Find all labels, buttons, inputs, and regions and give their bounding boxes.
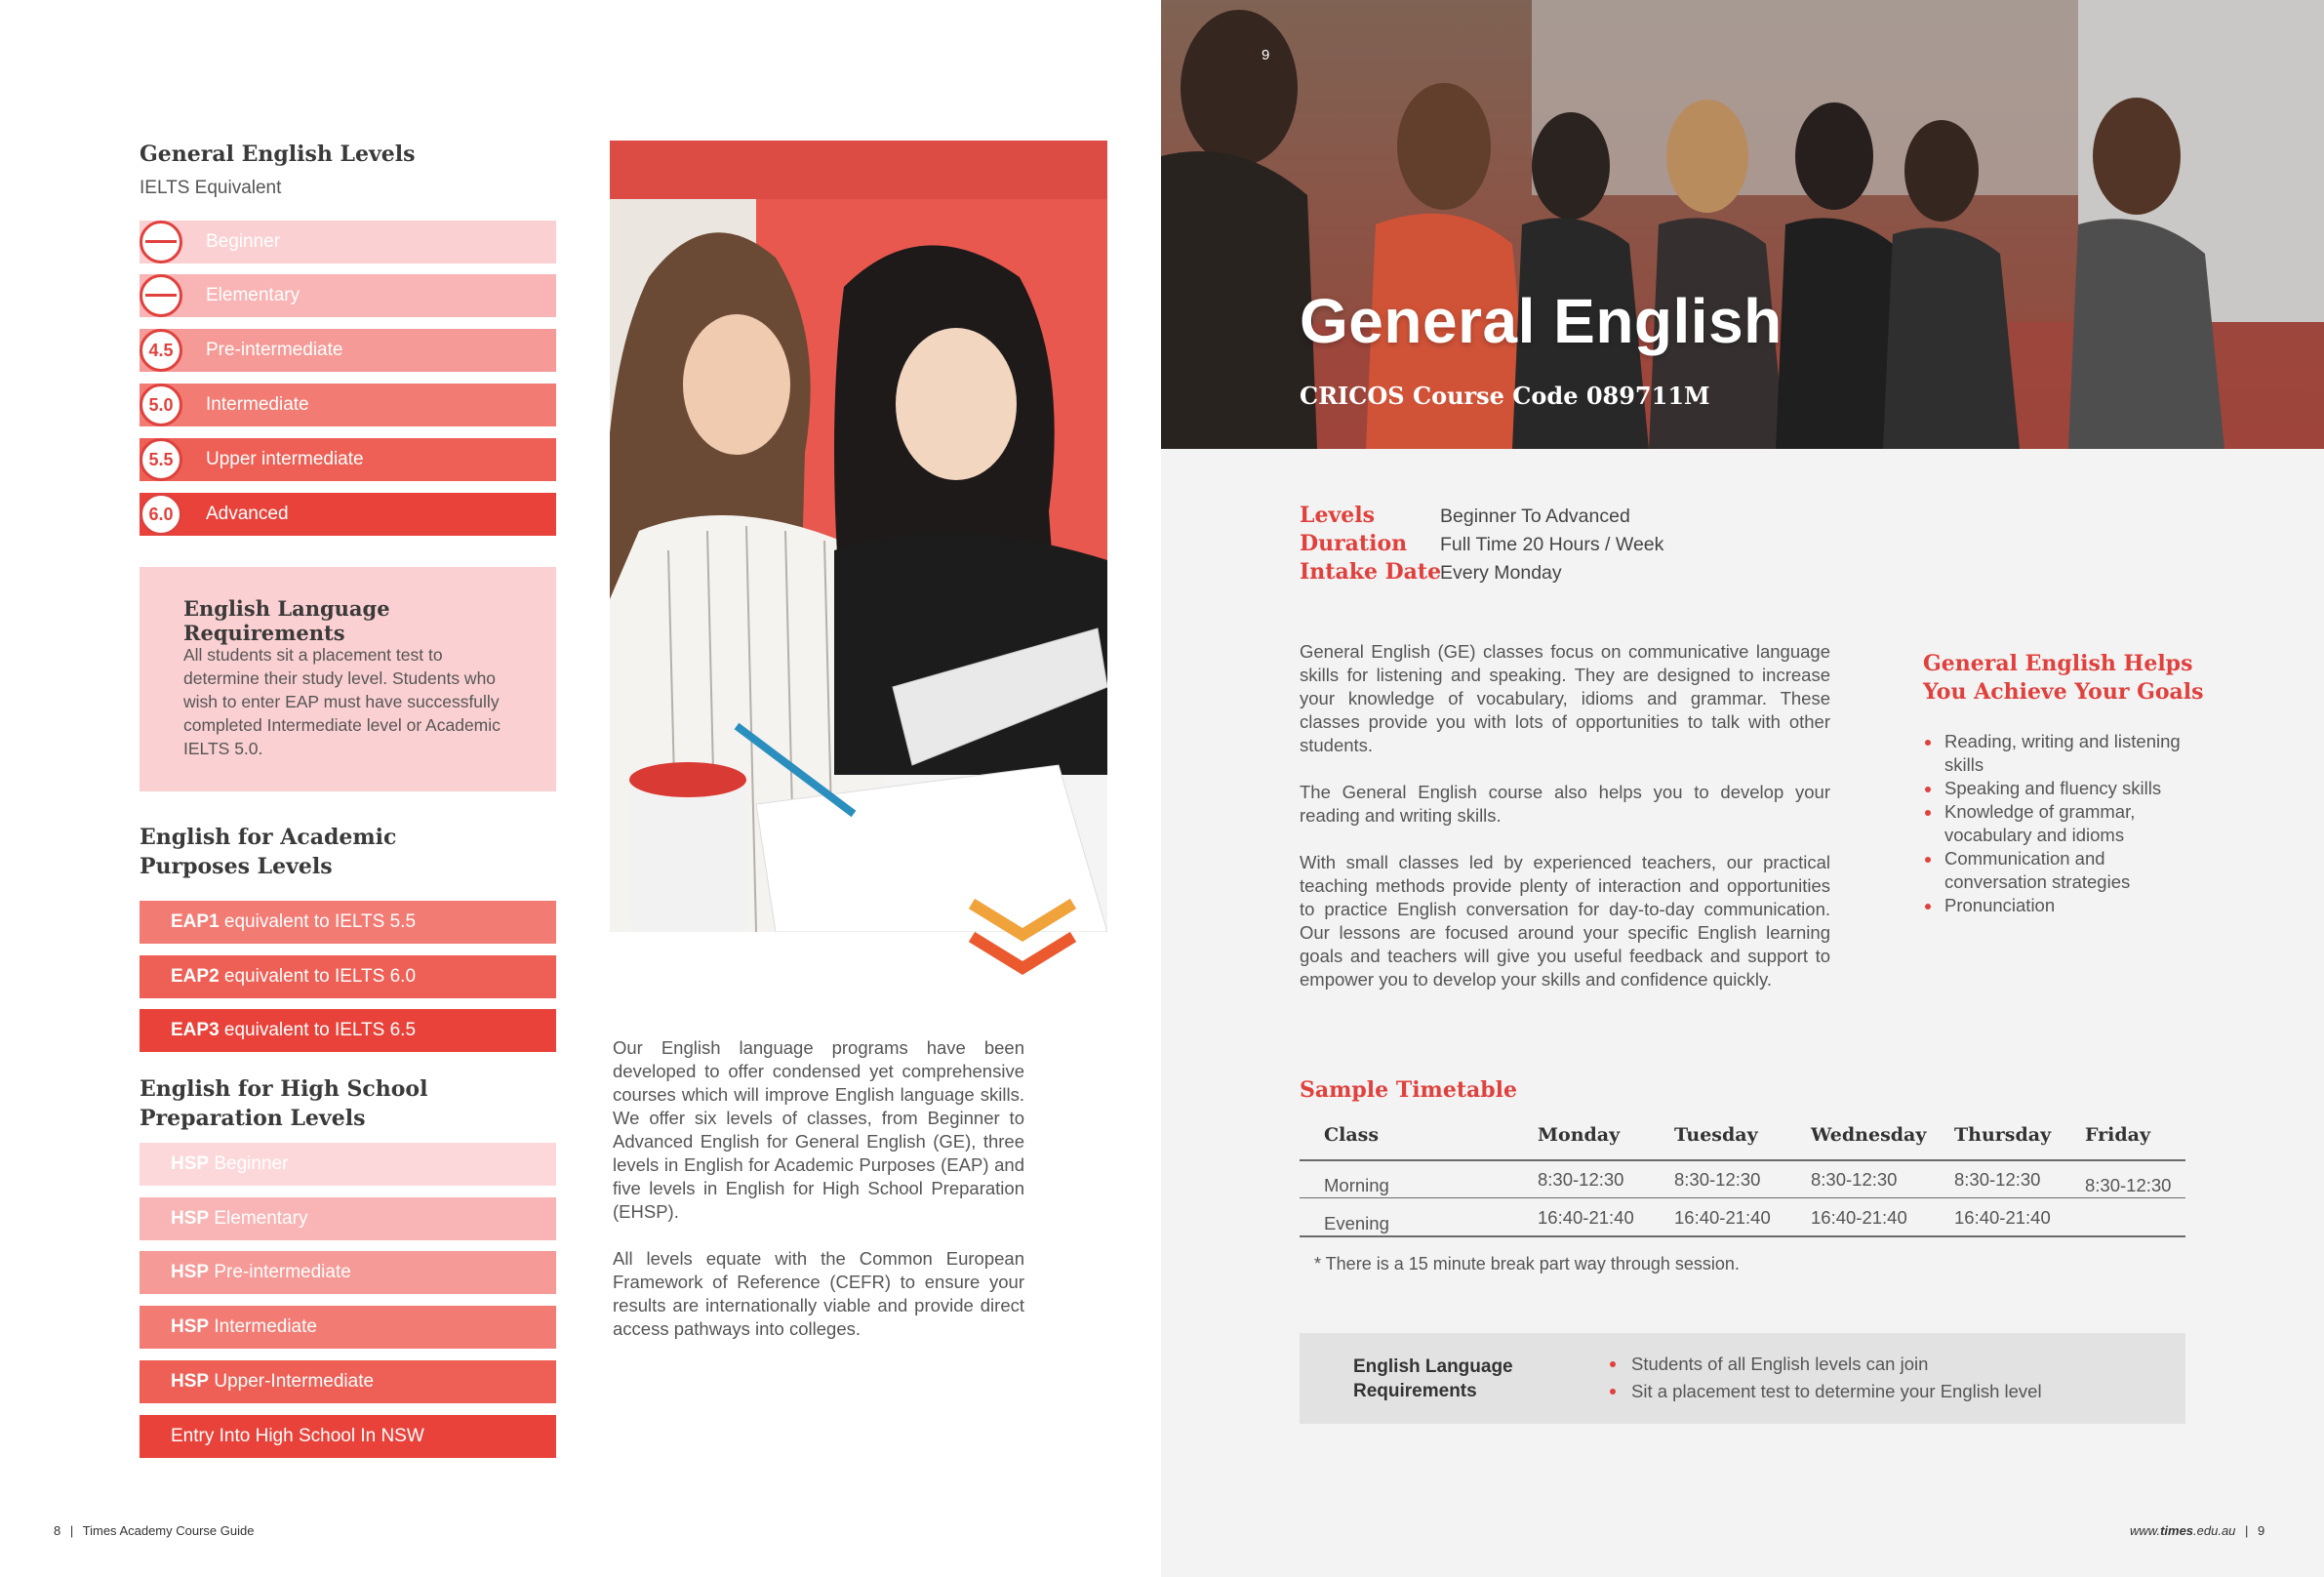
hsp-level-label: Intermediate [214,1316,317,1337]
ge-requirements-box [1300,1333,2185,1424]
ge-level-bar [140,329,556,372]
timetable-cell: 16:40-21:40 [1674,1207,1771,1228]
hsp-level-row [140,1197,556,1240]
hsp-level-code: HSP [171,1262,210,1282]
ge-levels-subtitle: IELTS Equivalent [140,178,282,198]
info-value: Every Monday [1440,562,1562,584]
ielts-score-badge: 6.0 [140,493,182,536]
hsp-level-label: Beginner [214,1153,289,1174]
right-page-number-top: 9 [1262,47,1270,63]
ge-requirements-title [1353,1355,1513,1403]
ielts-score-badge: 5.5 [140,438,182,481]
right-footer: www.times.edu.au | 9 [2130,1523,2265,1538]
ge-requirements-title-line1: English Language [1353,1356,1513,1377]
ge-helps-item: Communication and conversation strategies [1923,847,2206,894]
hsp-level-row [140,1415,556,1458]
timetable-cell: 8:30-12:30 [1954,1169,2041,1190]
ge-helps-title-line1: General English Helps [1923,651,2193,676]
hsp-level-label: Elementary [214,1208,308,1229]
hsp-title-line2: Preparation Levels [140,1106,366,1131]
timetable-cell: 8:30-12:30 [1811,1169,1898,1190]
hsp-level-label: Entry Into High School In NSW [171,1426,424,1446]
hsp-level-label: Upper-Intermediate [214,1371,375,1392]
ge-helps-item: Pronunciation [1923,894,2206,917]
ge-helps-title [1923,650,2204,707]
requirements-box [140,567,556,791]
ge-level-row [140,274,556,317]
ielts-score-badge: 5.0 [140,384,182,426]
chevron-down-icon [966,898,1083,982]
eap-level-row [140,1009,556,1052]
eap-level-code: EAP1 [171,911,220,932]
ge-paragraph-1: General English (GE) classes focus on communicative language skills for listening and speaking. They are designed to increase your knowledge of vocabulary, idioms and grammar. These classes provide you with lots of opportunities to talk with other students. [1300,641,1830,755]
ge-requirements-item: Sit a placement test to determine your English level [1610,1378,2042,1405]
timetable-header: Class [1324,1124,1380,1146]
timetable-cell: 16:40-21:40 [1954,1207,2051,1228]
ge-level-label: Beginner [206,231,281,252]
ge-paragraph-2: The General English course also helps you to develop your reading and writing skills. [1300,782,1830,826]
timetable-header: Tuesday [1674,1124,1758,1146]
timetable-header: Friday [2085,1124,2151,1146]
hsp-level-row [140,1360,556,1403]
timetable-cell: 16:40-21:40 [1538,1207,1634,1228]
timetable-header: Thursday [1954,1124,2052,1146]
eap-level-code: EAP3 [171,1020,220,1040]
eap-level-label: equivalent to IELTS 5.5 [223,911,417,932]
students-studying-illustration [610,141,1107,932]
ielts-score-badge [140,221,182,263]
timetable-note: * There is a 15 minute break part way through session. [1314,1254,1740,1274]
cricos-course-code: CRICOS Course Code 089711M [1300,382,1710,410]
hsp-level-code: HSP [171,1316,210,1337]
eap-level-row [140,955,556,998]
ge-level-bar [140,221,556,263]
eap-title [140,823,396,881]
ielts-score-badge [140,274,182,317]
ge-requirements-item: Students of all English levels can join [1610,1351,2042,1378]
ge-level-bar [140,493,556,536]
eap-level-label: equivalent to IELTS 6.0 [223,966,417,987]
eap-title-line1: English for Academic [140,825,397,850]
timetable-header: Wednesday [1811,1124,1927,1146]
ge-level-bar [140,384,556,426]
intro-paragraph-1: Our English language programs have been developed to offer condensed yet comprehensive courses which will improve English language skills. We offer six levels of classes, from Beginner to Advanced English for General English (GE), three levels in English for Academic Purposes (EAP) and five levels in English for High School Preparation (EHSP). [613,1037,1024,1222]
ge-paragraph-3: With small classes led by experienced teachers, our practical teaching methods provide plenty of interaction and opportunities to practice English conversation for day-to-day communication. Our lessons are focused around your specific English learning goals and teachers will give you useful feedback and support to empower you to develop your skills and confidence quickly. [1300,852,1830,990]
timetable-divider [1300,1197,2185,1198]
timetable-cell: 8:30-12:30 [1538,1169,1624,1190]
ge-levels-title: General English Levels [140,142,416,167]
ge-level-row [140,384,556,426]
timetable-title: Sample Timetable [1300,1077,1517,1103]
hsp-level-code: HSP [171,1371,210,1392]
eap-level-code: EAP2 [171,966,220,987]
ge-helps-list [1923,730,2206,917]
ge-helps-title-line2: You Achieve Your Goals [1923,679,2204,705]
timetable-cell: 16:40-21:40 [1811,1207,1907,1228]
timetable-cell: Morning [1324,1175,1389,1195]
ge-level-label: Intermediate [206,394,309,415]
hsp-level-row [140,1251,556,1294]
info-value: Beginner To Advanced [1440,505,1630,527]
website-link[interactable] [2130,1523,2235,1538]
timetable-divider [1300,1235,2185,1237]
website-brand: times [2160,1523,2194,1538]
ge-level-row [140,329,556,372]
right-page-number: 9 [2258,1523,2265,1538]
requirements-text: All students sit a placement test to determine their study level. Students who wish to enter EAP must have successfully completed Intermediate level or Academic IELTS 5.0. [183,645,501,758]
intro-paragraph-2: All levels equate with the Common European Framework of Reference (CEFR) to ensure your results are internationally viable and provide direct access pathways into colleges. [613,1248,1024,1339]
ge-level-row [140,493,556,536]
eap-level-row [140,901,556,944]
ge-level-row [140,221,556,263]
hsp-level-label: Pre-intermediate [214,1262,351,1282]
info-value: Full Time 20 Hours / Week [1440,534,1664,555]
left-page-number: 8 [54,1523,61,1538]
ge-level-row [140,438,556,481]
guide-title: Times Academy Course Guide [82,1523,255,1538]
ge-helps-item: Knowledge of grammar, vocabulary and idioms [1923,800,2206,847]
ge-level-label: Advanced [206,504,289,524]
hsp-level-code: HSP [171,1208,210,1229]
ge-helps-item: Reading, writing and listening skills [1923,730,2206,777]
ge-level-label: Pre-intermediate [206,340,343,360]
hsp-level-row [140,1143,556,1186]
left-footer: 8 | Times Academy Course Guide [54,1523,255,1538]
students-studying-photo [610,141,1107,932]
hsp-level-row [140,1306,556,1349]
timetable-cell: Evening [1324,1213,1389,1233]
hsp-level-code: HSP [171,1153,210,1174]
timetable-header: Monday [1538,1124,1621,1146]
eap-title-line2: Purposes Levels [140,854,333,879]
ge-level-bar [140,274,556,317]
requirements-title: English Language Requirements [183,596,390,645]
timetable-divider [1300,1159,2185,1161]
info-label-levels: Levels [1300,503,1375,528]
timetable-cell: 8:30-12:30 [2085,1175,2172,1195]
ge-requirements-list [1610,1351,2042,1405]
hsp-title [140,1074,427,1133]
ielts-score-badge: 4.5 [140,329,182,372]
hsp-title-line1: English for High School [140,1076,428,1102]
ge-requirements-title-line2: Requirements [1353,1381,1477,1401]
website-prefix: www. [2130,1523,2161,1538]
ge-level-label: Elementary [206,285,301,305]
info-label-intake-date: Intake Date [1300,559,1442,585]
timetable-cell: 8:30-12:30 [1674,1169,1761,1190]
ge-helps-item: Speaking and fluency skills [1923,777,2206,800]
website-suffix: .edu.au [2193,1523,2236,1538]
info-label-duration: Duration [1300,531,1408,556]
ge-level-label: Upper intermediate [206,449,364,469]
eap-level-label: equivalent to IELTS 6.5 [223,1020,417,1040]
hero-title: General English [1300,286,1783,356]
